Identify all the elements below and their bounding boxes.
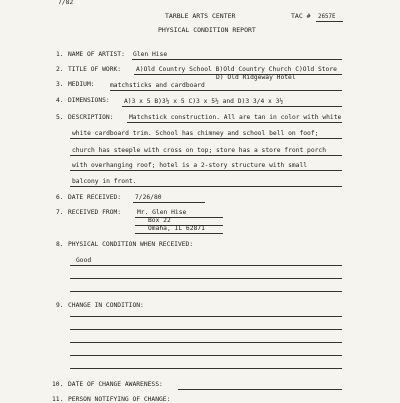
description-line-4: with overhanging roof; hotel is a 2-story structure with small bbox=[72, 162, 308, 169]
field-num-next: 11. bbox=[52, 396, 64, 403]
date-received-value: 7/26/80 bbox=[135, 194, 162, 201]
field-num-medium: 3. bbox=[56, 81, 64, 88]
received-from-line-1: Mr. Glen Hise bbox=[137, 209, 187, 216]
artist-value: Glen Hise bbox=[133, 51, 168, 58]
next-label: PERSON NOTIFYING OF CHANGE: bbox=[68, 396, 171, 403]
condition-received-value: Good bbox=[76, 257, 92, 264]
field-num-change: 9. bbox=[56, 302, 64, 309]
description-line-5: balcony in front. bbox=[72, 178, 137, 185]
artist-label: NAME OF ARTIST: bbox=[68, 51, 125, 58]
field-num-condition-received: 8. bbox=[56, 241, 64, 248]
report-title: PHYSICAL CONDITION REPORT bbox=[158, 26, 256, 34]
description-line-2: white cardboard trim. School has chimney and school bell on foof; bbox=[72, 130, 319, 137]
description-line-1: Matchstick construction. All are tan in color with white bbox=[129, 114, 342, 121]
received-from-line-2: Box 22 bbox=[148, 217, 171, 224]
received-from-line-3: Omaha, IL 62871 bbox=[148, 225, 205, 232]
date-received-label: DATE RECEIVED: bbox=[68, 194, 122, 201]
dimensions-value: A)3 x 5 B)3½ x 5 C)3 x 5½ and D)3 3/4 x 3½ bbox=[124, 98, 284, 105]
medium-label: MEDIUM: bbox=[68, 81, 95, 88]
condition-received-label: PHYSICAL CONDITION WHEN RECEIVED: bbox=[68, 241, 194, 248]
field-num-artist: 1. bbox=[56, 51, 64, 58]
dimensions-label: DIMENSIONS: bbox=[68, 97, 110, 104]
field-num-dimensions: 4. bbox=[56, 97, 64, 104]
field-num-description: 5. bbox=[56, 114, 64, 121]
title-value-line1: A)Old Country School B)Old Country Church C)Old Store bbox=[136, 66, 337, 73]
description-line-3: church has steeple with cross on top; store has a store front porch bbox=[72, 147, 327, 154]
received-from-label: RECEIVED FROM: bbox=[68, 209, 122, 216]
description-label: DESCRIPTION: bbox=[68, 114, 114, 121]
date-change-label: DATE OF CHANGE AWARENESS: bbox=[68, 381, 163, 388]
change-label: CHANGE IN CONDITION: bbox=[68, 302, 144, 309]
medium-value: matchsticks and cardboard bbox=[110, 82, 205, 89]
field-num-title: 2. bbox=[56, 66, 64, 73]
tac-number: 2657E bbox=[318, 14, 336, 20]
field-num-date-received: 6. bbox=[56, 194, 64, 201]
title-value-line2: D) Old Ridgeway Hotel bbox=[216, 74, 296, 81]
title-label: TITLE OF WORK: bbox=[68, 66, 122, 73]
page-mark: 7/82 bbox=[58, 0, 74, 6]
org-name: TARBLE ARTS CENTER bbox=[165, 12, 236, 20]
field-num-date-change: 10. bbox=[52, 381, 64, 388]
tac-label: TAC # bbox=[291, 12, 311, 20]
field-num-received-from: 7. bbox=[56, 209, 64, 216]
